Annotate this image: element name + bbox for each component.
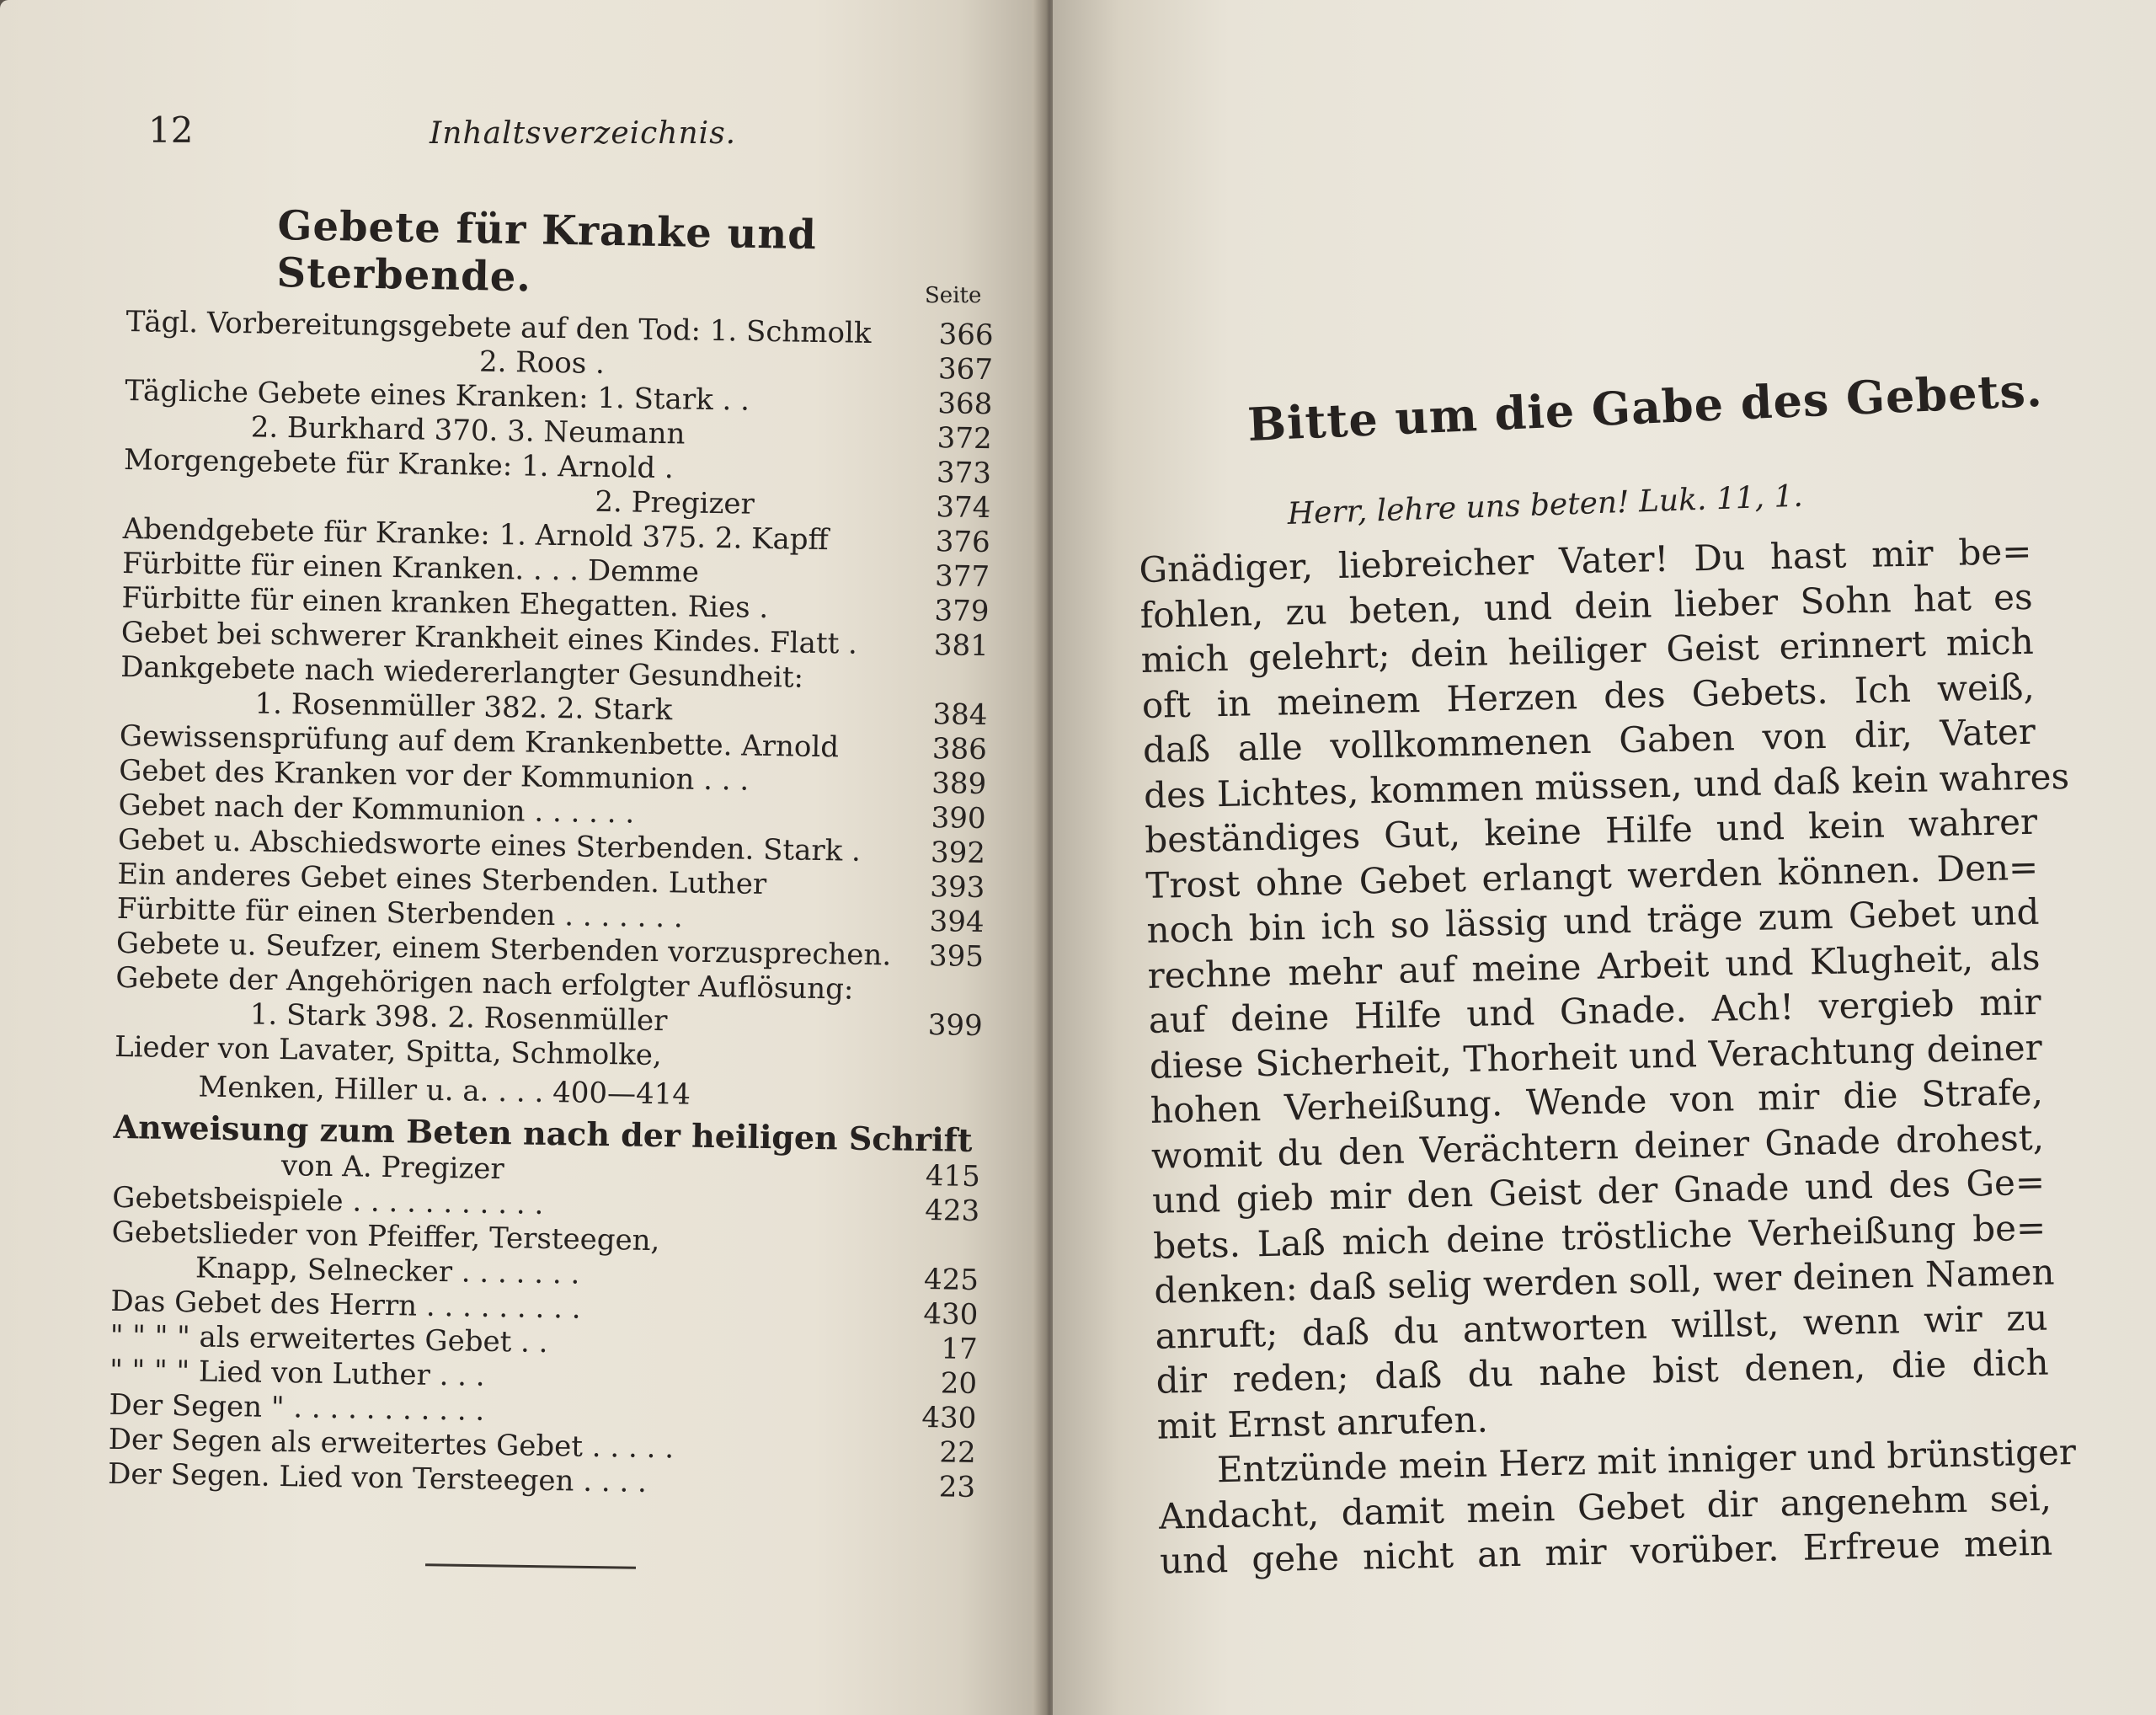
toc-entry-title: Ein anderes Gebet eines Sterbenden. Luther bbox=[117, 857, 767, 902]
text-line: des Lichtes, kommen müssen, und daß kein wahres bbox=[1143, 755, 2070, 816]
toc-leader bbox=[839, 756, 928, 758]
toc-leader bbox=[699, 582, 931, 585]
text-line: womit du den Verächtern deiner Gnade drohest, bbox=[1150, 1116, 2045, 1177]
text-line: auf deine Hilfe und Gnade. Ach! vergieb mir bbox=[1148, 980, 2042, 1041]
page-column-header: Seite bbox=[925, 283, 982, 308]
toc-leader bbox=[853, 999, 924, 1000]
toc-entry-title: 2. Roos . bbox=[478, 345, 606, 381]
toc-entry-title: Fürbitte für einen Sterbenden . . . . . . . bbox=[116, 891, 684, 935]
toc-leader bbox=[659, 1250, 920, 1254]
toc-leader bbox=[605, 373, 934, 378]
toc-leader bbox=[543, 1214, 921, 1220]
text-line: hohen Verheißung. Wende von mir die Strafe, bbox=[1150, 1071, 2044, 1131]
toc-leader bbox=[484, 1386, 917, 1392]
toc-leader bbox=[871, 343, 934, 344]
text-line: noch bin ich so lässig und träge zum Gebet und bbox=[1146, 890, 2040, 951]
toc-entry-title: 2. Burkhard 370. 3. Neumann bbox=[250, 410, 686, 451]
toc-entry-page: 17 bbox=[941, 1332, 978, 1367]
toc-entry-title: 2. Pregizer bbox=[595, 484, 755, 521]
toc-entry-title: Das Gebet des Herrn . . . . . . . . . bbox=[110, 1284, 581, 1326]
toc-entry-title: 1. Stark 398. 2. Rosenmüller bbox=[249, 997, 668, 1039]
text-line: Entzünde mein Herz mit inniger und brünstiger bbox=[1216, 1430, 2077, 1491]
toc-entry-title: Gewissensprüfung auf dem Krankenbette. Arnold bbox=[119, 719, 840, 765]
toc-entry-page: 367 bbox=[937, 352, 994, 387]
toc-entry-page bbox=[920, 1254, 979, 1255]
toc-entry-page: 20 bbox=[940, 1366, 978, 1402]
toc-entry-page: 377 bbox=[934, 559, 990, 595]
text-line: Trost ohne Gebet erlangt werden können. Den= bbox=[1145, 846, 2039, 906]
toc-entry-page: 368 bbox=[937, 387, 993, 422]
text-line: und gehe nicht an mir vorüber. Erfreue mein bbox=[1159, 1521, 2053, 1582]
toc-entry-page: 372 bbox=[937, 421, 992, 457]
toc-entry-page: 373 bbox=[936, 456, 992, 491]
text-line: rechne mehr auf meine Arbeit und Klugheit, als bbox=[1147, 936, 2041, 996]
page-number: 12 bbox=[148, 110, 194, 151]
toc-leader bbox=[667, 1030, 923, 1034]
toc-entry-title: Tägl. Vorbereitungsgebete auf den Tod: 1. Schmolk bbox=[125, 305, 872, 350]
text-line: denken: daß selig werden soll, wer deinen Namen bbox=[1153, 1251, 2055, 1312]
toc-leader bbox=[580, 1318, 919, 1323]
toc-entry-page bbox=[922, 1108, 981, 1109]
toc-entry-title: Der Segen. Lied von Tersteegen . . . . bbox=[107, 1456, 648, 1499]
toc-leader bbox=[861, 861, 926, 862]
prayer-motto: Herr, lehre uns beten! Luk. 11, 1. bbox=[1287, 478, 1804, 532]
toc-leader bbox=[755, 514, 932, 516]
toc-entry-page bbox=[923, 1069, 982, 1070]
text-line: bets. Laß mich deine tröstliche Verheißung be= bbox=[1152, 1206, 2047, 1267]
toc-entry-page: 381 bbox=[933, 628, 990, 664]
toc-leader bbox=[547, 1352, 918, 1358]
toc-entry-page: 379 bbox=[934, 594, 990, 629]
toc-entry-title: " " " " Lied von Luther . . . bbox=[109, 1353, 485, 1393]
toc-entry-page: 430 bbox=[921, 1401, 977, 1436]
toc-entry-title: Menken, Hiller u. a. . . . 400—414 bbox=[198, 1070, 691, 1112]
text-line: und gieb mir den Geist der Gnade und des Ge= bbox=[1151, 1161, 2046, 1221]
toc-entry-title: Gebet u. Abschiedsworte eines Sterbenden. Stark . bbox=[117, 822, 862, 868]
toc-entry-page: 394 bbox=[929, 905, 985, 940]
toc-entry-page bbox=[924, 1000, 983, 1001]
toc-entry-page: 399 bbox=[927, 1008, 983, 1044]
toc-entry-title: Fürbitte für einen Kranken. . . . Demme bbox=[121, 546, 700, 590]
toc-entry-title: Gebetsbeispiele . . . . . . . . . . . bbox=[112, 1180, 544, 1221]
toc-leader bbox=[504, 1178, 921, 1185]
toc-leader bbox=[672, 719, 928, 724]
toc-leader bbox=[768, 617, 930, 620]
toc-entry-title: Der Segen als erweitertes Gebet . . . . . bbox=[108, 1422, 675, 1466]
toc-entry-title: Der Segen " . . . . . . . . . . . bbox=[109, 1387, 485, 1428]
table-of-contents bbox=[108, 305, 994, 1505]
toc-entry-title: Abendgebete für Kranke: 1. Arnold 375. 2. Kapff bbox=[122, 511, 830, 558]
toc-entry-title: Dankgebete nach wiedererlangter Gesundheit: bbox=[120, 649, 804, 695]
text-line: oft in meinem Herzen des Gebets. Ich weiß, bbox=[1141, 665, 2036, 726]
prayer-text bbox=[1139, 529, 2077, 1584]
text-line: Andacht, damit mein Gebet dir angenehm sei, bbox=[1158, 1477, 2052, 1537]
toc-entry-title: 1. Rosenmüller 382. 2. Stark bbox=[254, 687, 673, 728]
toc-leader bbox=[674, 1457, 917, 1461]
toc-entry-title: Gebet des Kranken vor der Kommunion . . . bbox=[118, 753, 750, 798]
toc-entry-page: 384 bbox=[932, 697, 988, 733]
toc-entry-title: Gebete der Angehörigen nach erfolgter Auflösung: bbox=[115, 960, 854, 1007]
toc-leader bbox=[484, 1420, 917, 1427]
toc-entry-title: Anweisung zum Beten nach der heiligen Schrift bbox=[113, 1107, 973, 1159]
toc-leader bbox=[691, 1104, 922, 1108]
toc-leader bbox=[750, 410, 933, 413]
text-line: fohlen, zu beten, und dein lieber Sohn hat es bbox=[1139, 575, 2033, 636]
toc-leader bbox=[647, 1492, 916, 1496]
toc-entry-title: Knapp, Selnecker . . . . . . . bbox=[195, 1251, 580, 1291]
toc-entry-page: 366 bbox=[938, 318, 994, 353]
toc-entry-page: 376 bbox=[935, 525, 991, 560]
toc-leader bbox=[579, 1284, 920, 1289]
toc-leader bbox=[749, 790, 927, 793]
toc-entry-page: 423 bbox=[925, 1194, 980, 1229]
toc-leader bbox=[674, 478, 932, 482]
prayer-title: Bitte um die Gabe des Gebets. bbox=[1246, 362, 2044, 451]
toc-leader bbox=[685, 443, 932, 447]
text-line: daß alle vollkommenen Gaben von dir, Vater bbox=[1142, 710, 2036, 771]
toc-entry-page: 415 bbox=[925, 1159, 981, 1194]
toc-entry-title: Lieder von Lavater, Spitta, Schmolke, bbox=[114, 1029, 663, 1073]
toc-entry-title: Tägliche Gebete eines Kranken: 1. Stark . . bbox=[125, 373, 750, 418]
toc-entry-title: Fürbitte für einen kranken Ehegatten. Ries . bbox=[121, 580, 769, 626]
toc-leader bbox=[766, 894, 926, 896]
text-line: beständiges Gut, keine Hilfe und kein wahrer bbox=[1144, 800, 2038, 861]
toc-entry-page: 393 bbox=[930, 870, 985, 906]
toc-entry-page: 389 bbox=[931, 767, 987, 802]
toc-entry-page: 374 bbox=[936, 490, 991, 526]
running-head: Inhaltsverzeichnis. bbox=[430, 116, 737, 151]
toc-entry-page: 22 bbox=[939, 1435, 977, 1471]
text-line: Gnädiger, liebreicher Vater! Du hast mir be= bbox=[1139, 530, 2032, 590]
toc-leader bbox=[662, 1065, 923, 1069]
toc-entry-page bbox=[929, 689, 988, 690]
text-line: mich gelehrt; dein heiliger Geist erinnert mich bbox=[1140, 620, 2035, 681]
toc-leader bbox=[829, 549, 931, 551]
left-page bbox=[0, 0, 1043, 1715]
toc-entry-page: 430 bbox=[923, 1297, 979, 1333]
toc-entry-title: " " " " als erweitertes Gebet . . bbox=[109, 1318, 548, 1360]
toc-leader bbox=[683, 927, 926, 931]
text-line: mit Ernst anrufen. bbox=[1156, 1398, 1489, 1447]
toc-entry-title: Gebet nach der Kommunion . . . . . . bbox=[118, 788, 635, 831]
toc-entry-page: 386 bbox=[931, 732, 988, 767]
toc-entry-page: 392 bbox=[930, 836, 986, 871]
section-title: Gebete für Kranke und Sterbende. bbox=[276, 202, 818, 302]
toc-leader bbox=[634, 823, 926, 827]
text-line: diese Sicherheit, Thorheit und Verachtung deiner bbox=[1149, 1026, 2043, 1087]
toc-entry-page: 390 bbox=[931, 801, 986, 836]
text-line: anruft; daß du antworten willst, wenn wir zu bbox=[1155, 1296, 2048, 1357]
toc-entry-title: Morgengebete für Kranke: 1. Arnold . bbox=[123, 442, 675, 486]
end-rule bbox=[425, 1563, 636, 1568]
toc-leader bbox=[891, 964, 925, 965]
text-line: dir reden; daß du nahe bist denen, die dich bbox=[1155, 1341, 2050, 1402]
toc-entry-page: 425 bbox=[923, 1263, 979, 1298]
toc-entry-title: Gebetslieder von Pfeiffer, Tersteegen, bbox=[111, 1215, 660, 1258]
toc-entry-title: von A. Pregizer bbox=[280, 1149, 504, 1187]
toc-entry-page: 395 bbox=[928, 939, 985, 975]
toc-entry-title: Gebete u. Seufzer, einem Sterbenden vorzusprechen. bbox=[115, 926, 892, 973]
toc-entry-title: Gebet bei schwerer Krankheit eines Kindes. Flatt . bbox=[120, 615, 858, 661]
toc-entry-page: 23 bbox=[938, 1470, 976, 1505]
toc-leader bbox=[803, 687, 929, 689]
